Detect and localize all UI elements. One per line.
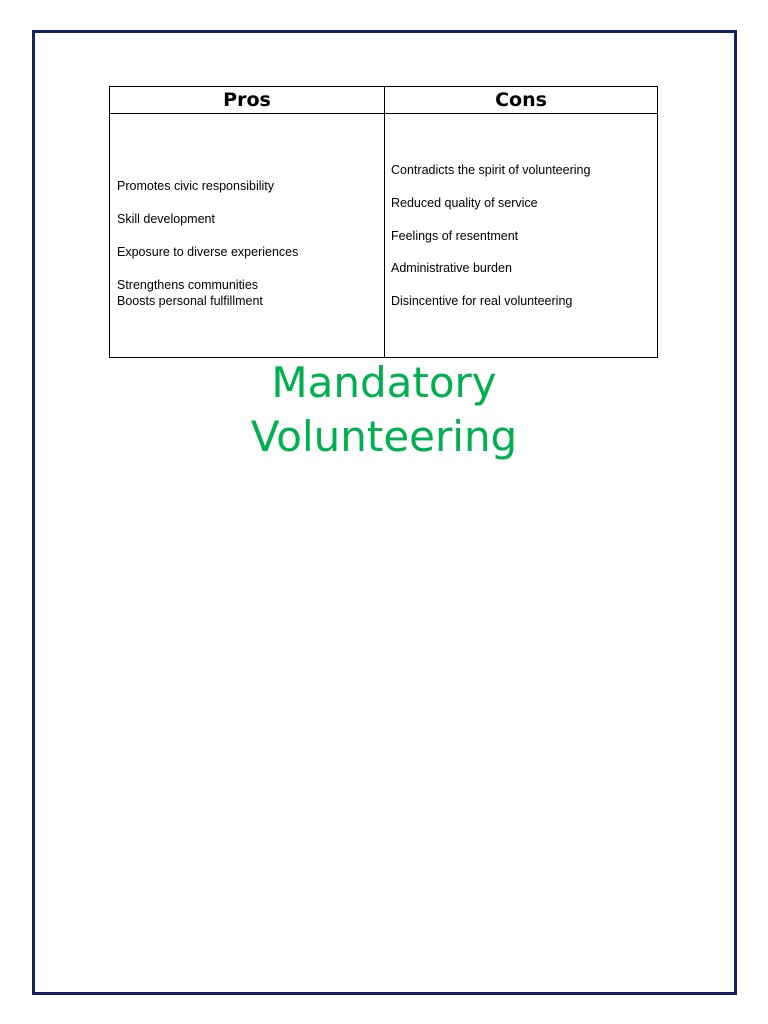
- title-line-2: Volunteering: [250, 412, 518, 461]
- cons-item: Contradicts the spirit of volunteering: [391, 163, 591, 177]
- cons-item: Reduced quality of service: [391, 196, 538, 210]
- cons-heading: Cons: [495, 89, 547, 111]
- cons-item: Disincentive for real volunteering: [391, 294, 573, 308]
- title-line-1: Mandatory: [271, 358, 497, 407]
- pros-item: Exposure to diverse experiences: [117, 245, 299, 259]
- cons-item: Feelings of resentment: [391, 229, 519, 243]
- pros-item: Boosts personal fulfillment: [117, 294, 263, 308]
- pros-cons-table: [109, 86, 658, 358]
- page-title: [0, 356, 768, 464]
- pros-heading: Pros: [223, 89, 271, 111]
- pros-item: Strengthens communities: [117, 278, 259, 292]
- cons-item: Administrative burden: [391, 261, 512, 275]
- column-divider: [384, 87, 385, 357]
- pros-item: Promotes civic responsibility: [117, 179, 274, 193]
- pros-item: Skill development: [117, 212, 215, 226]
